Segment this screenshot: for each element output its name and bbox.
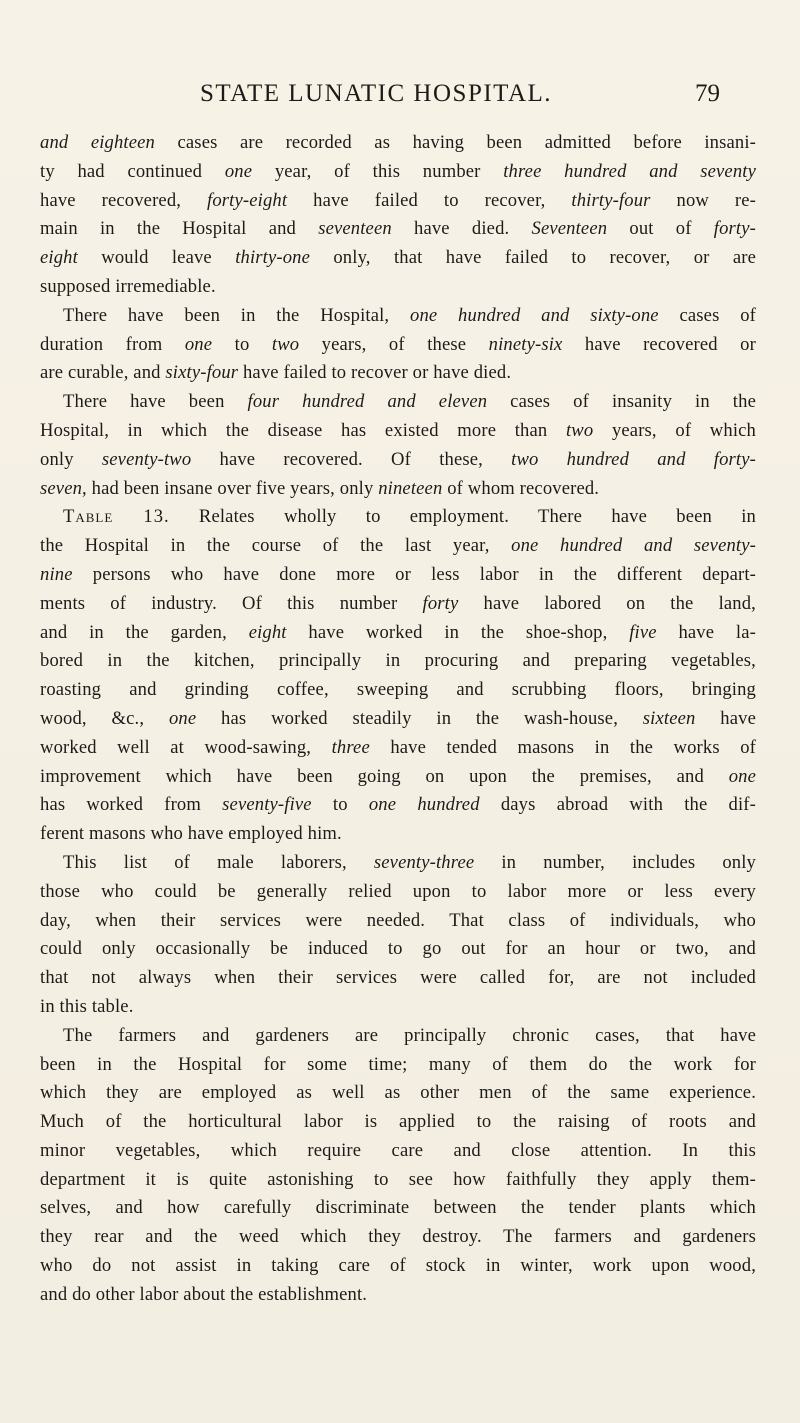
text-segment: have: [695, 707, 756, 729]
italic-text: eight: [248, 621, 287, 643]
text-line: [40, 273, 756, 302]
text-segment: improvement which have been going on upon the premises, and: [40, 765, 729, 787]
text-segment: of whom recovered.: [442, 477, 600, 499]
text-segment: who do not assist in taking care of stock in winter, work upon wood,: [40, 1255, 756, 1277]
text-segment: have failed to recover or have died.: [238, 362, 512, 384]
italic-text: seventy-three: [373, 851, 475, 873]
italic-text: forty-eight: [207, 189, 288, 211]
text-segment: persons who have done more or less labor in the different depart-: [72, 563, 756, 585]
italic-text: two hundred and forty-: [511, 448, 756, 470]
text-line: [40, 993, 756, 1022]
text-segment: There have been in the Hospital,: [63, 304, 410, 326]
text-segment: the Hospital in the course of the last year,: [40, 535, 512, 557]
text-line: [40, 129, 756, 158]
italic-text: one: [224, 160, 253, 182]
italic-text: sixteen: [642, 707, 696, 729]
text-segment: day, when their services were needed. That class of individuals, who: [40, 909, 756, 931]
italic-text: three hundred and seventy: [503, 160, 757, 182]
text-segment: cases of: [658, 304, 757, 326]
text-line: [40, 1223, 756, 1252]
text-segment: those who could be generally relied upon to labor more or less every: [40, 880, 756, 902]
text-segment: have worked in the shoe-shop,: [286, 621, 630, 643]
text-segment: could only occasionally be induced to go out for an hour or two, and: [40, 938, 756, 960]
text-line: [40, 158, 756, 187]
running-title: STATE LUNATIC HOSPITAL.: [200, 80, 553, 107]
text-segment: selves, and how carefully discriminate between the tender plants which: [40, 1197, 756, 1219]
text-segment: duration from: [40, 333, 185, 355]
text-line: [40, 1022, 756, 1051]
text-segment: have recovered. Of these,: [191, 448, 512, 470]
italic-text: seven: [40, 477, 83, 499]
text-segment: year, of this number: [252, 160, 504, 182]
text-line: [40, 475, 756, 504]
text-segment: supposed irremediable.: [40, 275, 216, 297]
text-line: [40, 734, 756, 763]
text-segment: days abroad with the dif-: [479, 794, 756, 816]
text-segment: There have been: [63, 391, 248, 413]
italic-text: ninety-six: [488, 333, 563, 355]
text-line: [40, 1281, 756, 1310]
text-line: [40, 187, 756, 216]
italic-text: thirty-one: [235, 247, 311, 269]
text-line: [40, 1051, 756, 1080]
text-segment: to: [311, 794, 369, 816]
text-segment: main in the Hospital and: [40, 218, 319, 240]
text-line: [40, 1194, 756, 1223]
text-segment: department it is quite astonishing to see how faithfully they apply them-: [40, 1168, 756, 1190]
italic-text: seventy-two: [101, 448, 192, 470]
text-segment: ments of industry. Of this number: [40, 592, 423, 614]
running-head: [200, 80, 720, 120]
italic-text: forty-: [713, 218, 756, 240]
text-line: [40, 1079, 756, 1108]
italic-text: two: [271, 333, 300, 355]
text-segment: ferent masons who have employed him.: [40, 823, 342, 845]
text-segment: Much of the horticultural labor is applied to the raising of roots and: [40, 1111, 756, 1133]
text-line: [40, 878, 756, 907]
italic-text: one: [184, 333, 213, 355]
italic-text: one: [728, 765, 756, 787]
text-line: [40, 791, 756, 820]
text-line: [40, 215, 756, 244]
text-segment: now re-: [650, 189, 756, 211]
text-segment: The farmers and gardeners are principally chronic cases, that have: [63, 1024, 756, 1046]
text-segment: minor vegetables, which require care and close attention. In this: [40, 1139, 756, 1161]
text-segment: cases of insanity in the: [487, 391, 756, 413]
text-line: [40, 1108, 756, 1137]
italic-text: one hundred and seventy-: [511, 535, 756, 557]
text-segment: have la-: [656, 621, 756, 643]
text-line: [40, 763, 756, 792]
italic-text: Seventeen: [531, 218, 608, 240]
text-segment: have recovered,: [40, 189, 208, 211]
text-line: [40, 964, 756, 993]
italic-text: one hundred and sixty-one: [410, 304, 659, 326]
italic-text: seventy-five: [222, 794, 312, 816]
italic-text: and eighteen: [40, 132, 156, 153]
text-line: [40, 244, 756, 273]
text-segment: have recovered or: [562, 333, 756, 355]
page-number: 79: [695, 80, 720, 107]
text-line: [40, 532, 756, 561]
text-segment: has worked from: [40, 794, 223, 816]
italic-text: seventeen: [318, 218, 392, 240]
text-segment: to: [212, 333, 272, 355]
text-segment: Relates wholly to employment. There have been in: [169, 506, 756, 528]
text-line: [40, 590, 756, 619]
text-segment: worked well at wood-sawing,: [40, 736, 332, 758]
text-segment: have failed to recover,: [287, 189, 572, 211]
text-segment: ty had continued: [40, 160, 225, 182]
text-line: [40, 359, 756, 388]
text-segment: they rear and the weed which they destroy. The farmers and gardeners: [40, 1226, 756, 1248]
text-line: [40, 619, 756, 648]
text-line: [40, 446, 756, 475]
text-line: [40, 417, 756, 446]
text-line: [40, 561, 756, 590]
text-segment: in number, includes only: [474, 851, 756, 873]
text-line: [40, 705, 756, 734]
text-segment: have tended masons in the works of: [369, 736, 756, 758]
text-segment: only: [40, 448, 102, 470]
text-segment: would leave: [77, 247, 236, 269]
text-line: [40, 503, 756, 532]
text-segment: years, of which: [593, 419, 756, 441]
text-line: [40, 1137, 756, 1166]
text-segment: only, that have failed to recover, or are: [310, 247, 756, 269]
text-segment: cases are recorded as having been admitted before insani-: [155, 132, 757, 153]
text-line: [40, 302, 756, 331]
text-line: [40, 907, 756, 936]
text-line: [40, 331, 756, 360]
text-segment: that not always when their services were called for, are not included: [40, 967, 756, 989]
text-segment: have labored on the land,: [458, 592, 756, 614]
italic-text: four hundred and eleven: [247, 391, 488, 413]
italic-text: forty: [422, 592, 459, 614]
text-segment: This list of male laborers,: [63, 851, 374, 873]
text-segment: Hospital, in which the disease has existed more than: [40, 419, 566, 441]
text-segment: and in the garden,: [40, 621, 249, 643]
text-segment: wood, &c.,: [40, 707, 169, 729]
italic-text: nine: [40, 563, 73, 585]
body-text: [40, 129, 756, 1310]
text-segment: bored in the kitchen, principally in procuring and preparing vegetables,: [40, 650, 756, 672]
text-segment: roasting and grinding coffee, sweeping and scrubbing floors, bringing: [40, 679, 756, 701]
italic-text: three: [331, 736, 370, 758]
text-line: [40, 1252, 756, 1281]
text-segment: , had been insane over five years, only: [82, 477, 379, 499]
italic-text: one: [168, 707, 197, 729]
text-line: [40, 849, 756, 878]
text-segment: Table 13.: [63, 506, 170, 528]
text-segment: has worked steadily in the wash-house,: [196, 707, 643, 729]
text-segment: are curable, and: [40, 362, 166, 384]
text-segment: been in the Hospital for some time; many of them do the work for: [40, 1053, 756, 1075]
text-line: [40, 388, 756, 417]
text-segment: which they are employed as well as other men of the same experience.: [40, 1082, 756, 1104]
italic-text: one hundred: [368, 794, 480, 816]
italic-text: five: [629, 621, 657, 643]
italic-text: thirty-four: [571, 189, 651, 211]
text-segment: and do other labor about the establishment.: [40, 1283, 368, 1305]
text-segment: years, of these: [299, 333, 489, 355]
text-segment: have died.: [391, 218, 532, 240]
italic-text: nineteen: [378, 477, 443, 499]
text-line: [40, 935, 756, 964]
text-segment: in this table.: [40, 995, 134, 1017]
text-line: [40, 676, 756, 705]
italic-text: two: [565, 419, 594, 441]
italic-text: sixty-four: [165, 362, 239, 384]
text-line: [40, 647, 756, 676]
italic-text: eight: [40, 247, 78, 269]
text-line: [40, 820, 756, 849]
text-line: [40, 1166, 756, 1195]
text-segment: out of: [607, 218, 714, 240]
